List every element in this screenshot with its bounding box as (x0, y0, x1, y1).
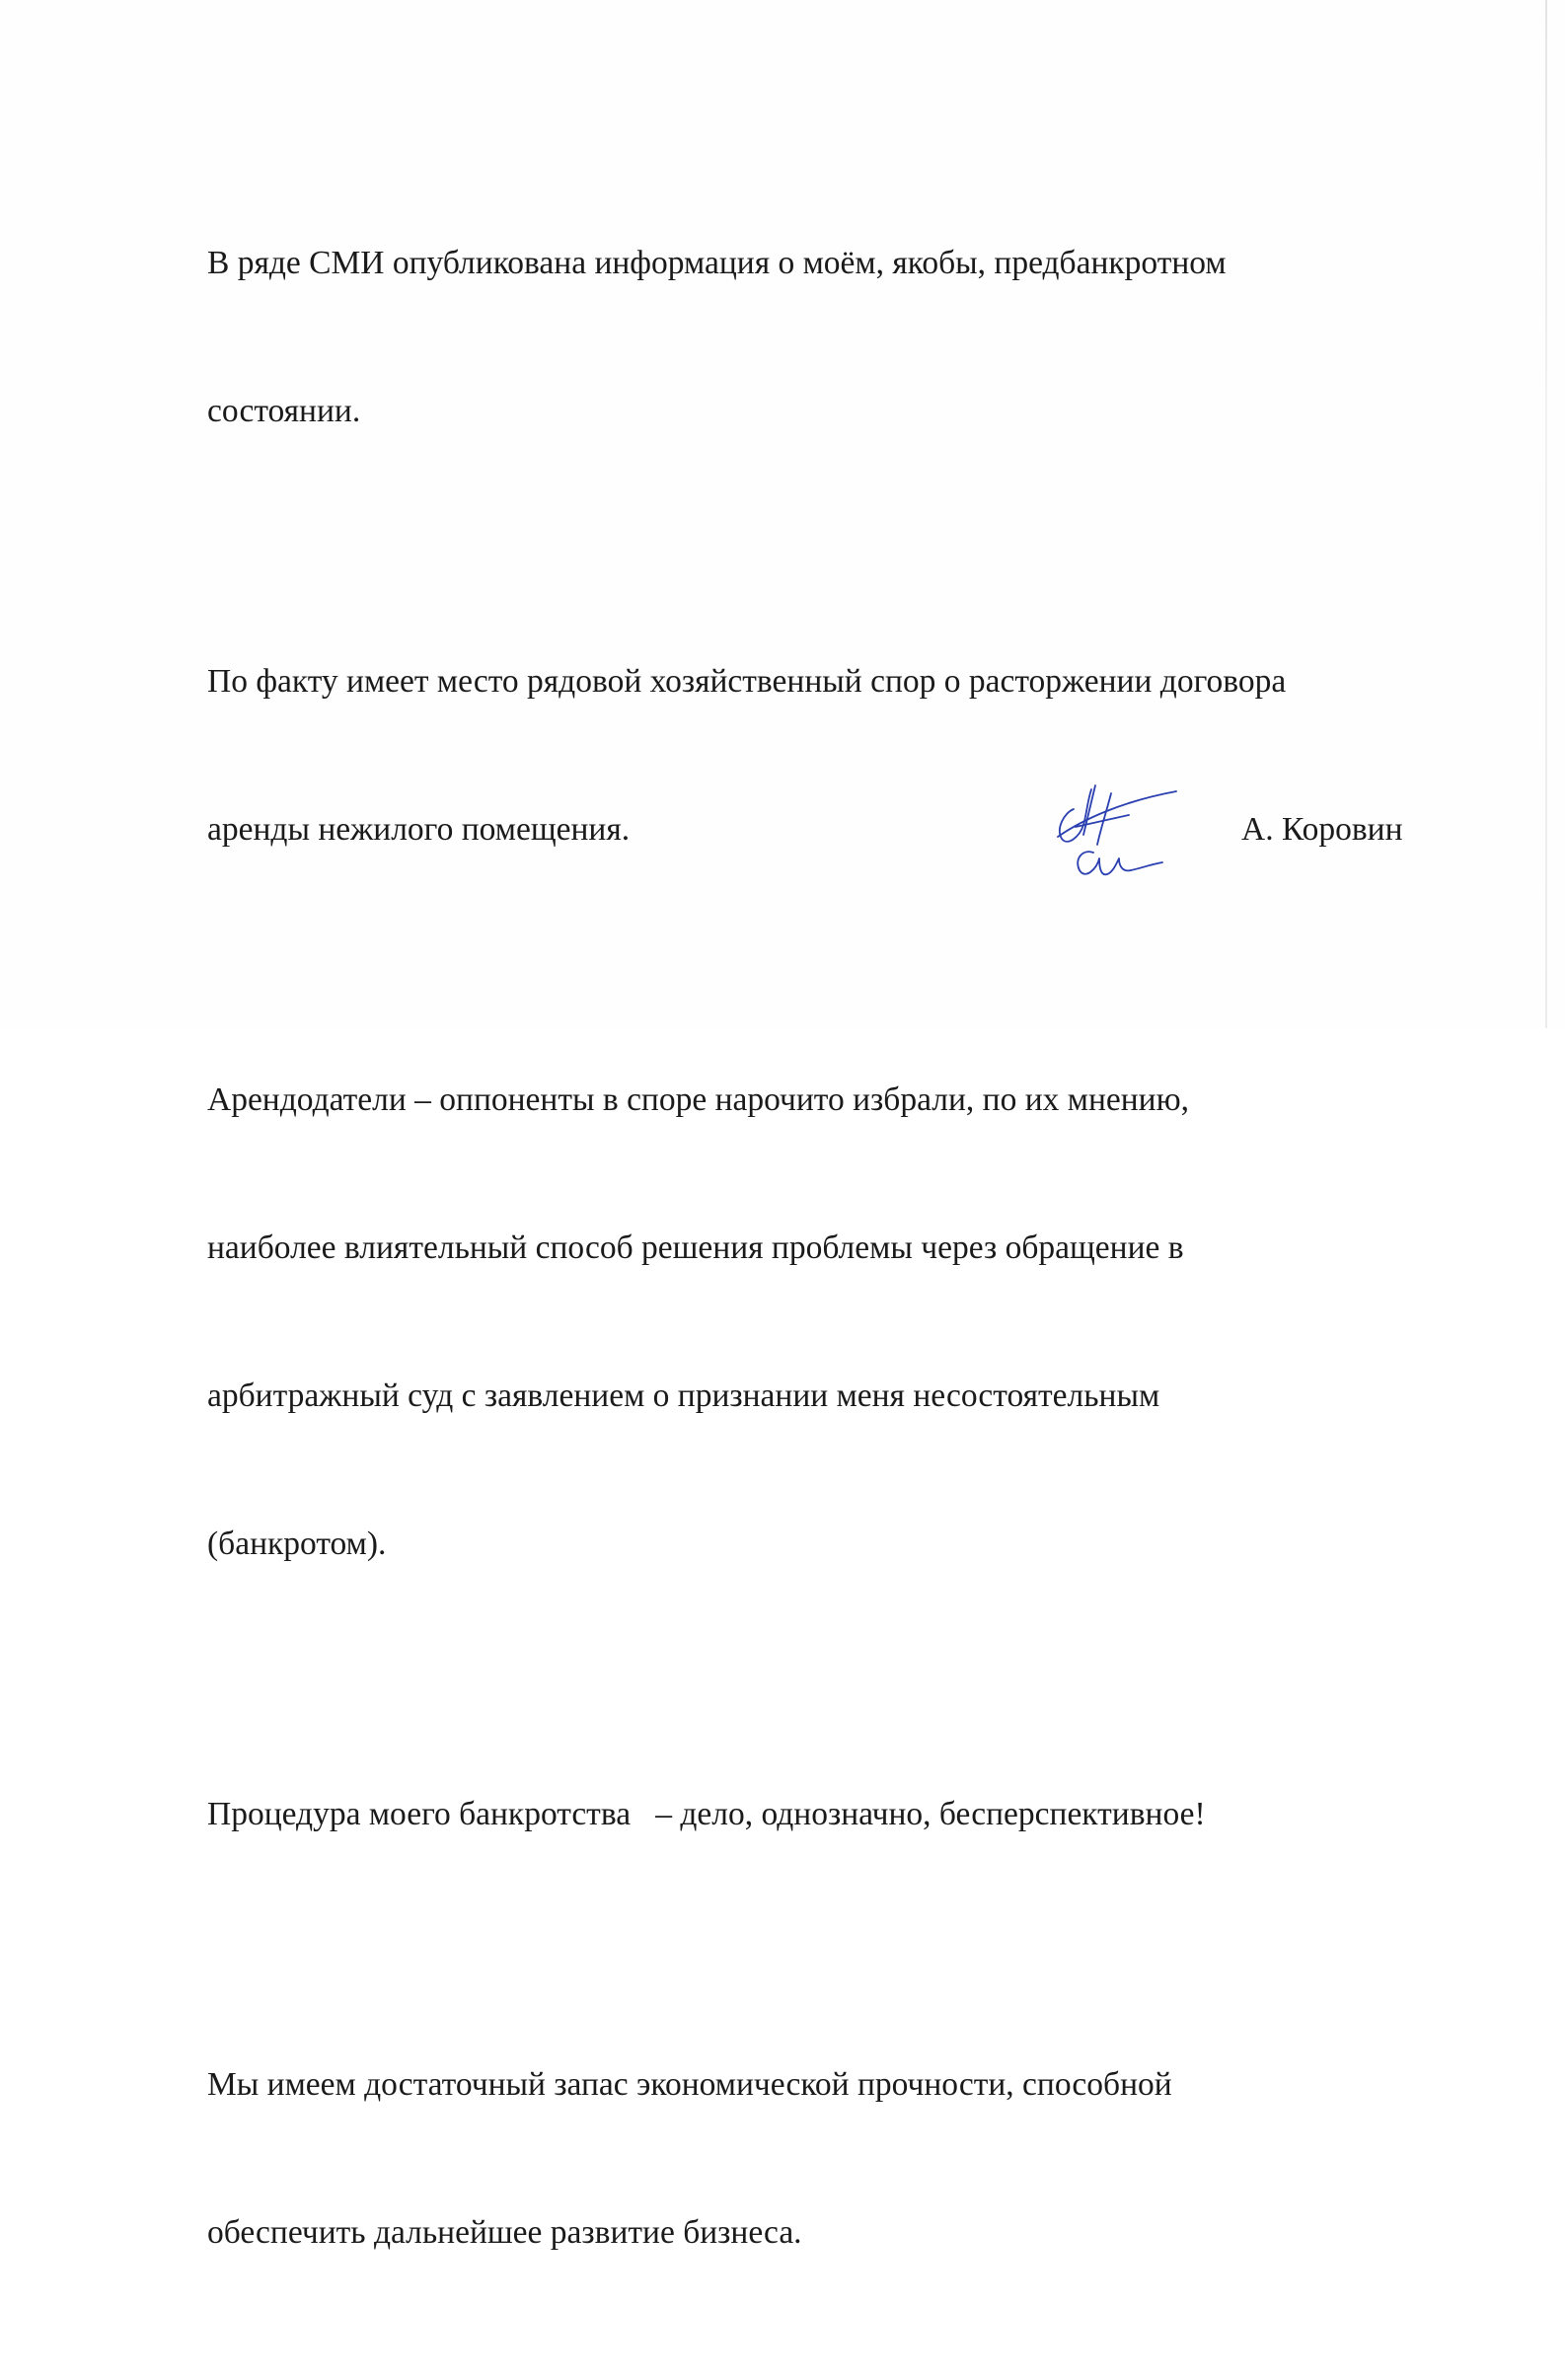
letter-body (207, 140, 1451, 2380)
signature-stroke (1083, 785, 1095, 835)
paragraph-2 (207, 558, 1451, 953)
paragraph-line: наиболее влиятельный способ решения проблемы через обращение в (207, 1229, 1184, 1266)
signature-stroke (1058, 791, 1176, 837)
paragraph-line: состоянии. (207, 393, 361, 429)
paragraph-5 (207, 1962, 1451, 2356)
scan-edge (1545, 0, 1547, 1028)
signature-strokes (1058, 785, 1176, 874)
paragraph-line: В ряде СМИ опубликована информация о моём, якобы, предбанкротном (207, 245, 1227, 281)
signature-stroke (1078, 852, 1162, 874)
paragraph-4 (207, 1691, 1451, 1938)
paragraph-line: Арендодатели – оппоненты в споре нарочито избрали, по их мнению, (207, 1081, 1190, 1118)
paragraph-line: аренды нежилого помещения. (207, 811, 631, 848)
paragraph-line: Процедура моего банкротства – дело, однозначно, бесперспективное! (207, 1796, 1206, 1832)
paragraph-3 (207, 977, 1451, 1668)
paragraph-1 (207, 140, 1451, 535)
paragraph-line: арбитражный суд с заявлением о признании меня несостоятельным (207, 1377, 1160, 1414)
paragraph-line: (банкротом). (207, 1525, 387, 1562)
handwritten-signature (1054, 780, 1182, 890)
signature-stroke (1060, 789, 1091, 842)
paragraph-line: Мы имеем достаточный запас экономической прочности, способной (207, 2066, 1172, 2103)
paragraph-line: обеспечить дальнейшее развитие бизнеса. (207, 2214, 802, 2251)
paragraph-line: По факту имеет место рядовой хозяйственный спор о расторжении договора (207, 663, 1287, 700)
signer-name: А. Коровин (1241, 811, 1403, 848)
